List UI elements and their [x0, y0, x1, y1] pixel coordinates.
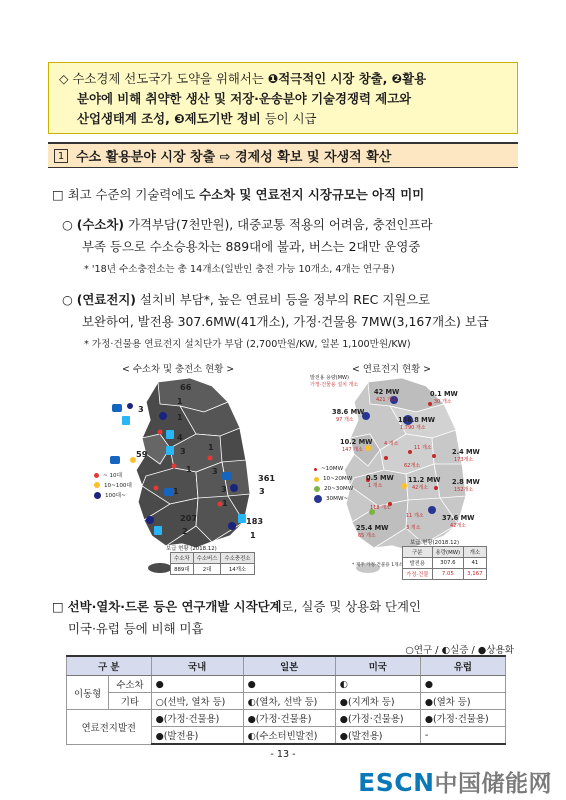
- left-table-title: 보급 현황 (2018.12): [166, 546, 217, 552]
- mw-label: 0.1 MW: [430, 390, 458, 398]
- table-header: 수소차: [171, 553, 194, 564]
- site-count-label: 118 개소: [370, 505, 391, 511]
- row-group-label: 연료전지발전: [67, 710, 152, 745]
- table-cell: ●(발전용): [335, 727, 420, 745]
- summary-text: ◇ 수소경제 선도국가 도약을 위해서는: [59, 71, 268, 86]
- map-label: 1: [222, 498, 228, 508]
- map-label: 1: [208, 442, 214, 452]
- bullet: ○: [62, 292, 77, 307]
- map-label: 3: [259, 486, 265, 496]
- hydrogen-car-text: 가격부담(7천만원), 대중교통 적용의 어려움, 충전인프라: [124, 217, 433, 232]
- fuel-cell-note: * 가정·건물용 연료전지 설치단가 부담 (2,700만원/KW, 일본 1,100만원/KW): [84, 339, 411, 350]
- paragraph-emphasis: 선박·열차·드론 등은 연구개발 시작단계: [67, 599, 282, 614]
- table-row: [67, 693, 506, 710]
- table-cell: -: [420, 727, 505, 745]
- map-label: 3: [138, 404, 144, 414]
- table-header: 수소버스: [193, 553, 221, 564]
- watermark-chinese: 中国储能网: [434, 771, 552, 797]
- paragraph-rnd-stage-line-2: 미국·유럽 등에 비해 미흡: [68, 621, 204, 636]
- table-cell: ◐(수소터빈발전): [243, 727, 335, 745]
- map-label: 1: [177, 396, 183, 406]
- legend-item: [314, 484, 353, 494]
- hydrogen-car-map: [100, 376, 280, 576]
- legend-swatch: [94, 473, 99, 478]
- right-map-caption: < 연료전지 현황 >: [352, 364, 431, 375]
- fuel-cell-line-1: [62, 289, 430, 310]
- summary-box: [48, 62, 518, 134]
- right-map-footnote: * 제주 가정·건물용 1개소: [352, 563, 403, 568]
- site-count-label: 152개소: [454, 487, 474, 493]
- summary-text: 등이 시급: [260, 111, 317, 126]
- site-count-label: 42개소: [412, 485, 429, 491]
- site-count-label: 1 개소: [368, 483, 383, 489]
- map-label: 1: [186, 464, 192, 474]
- legend-swatch: [94, 492, 101, 499]
- legend-swatch: [314, 468, 317, 471]
- bullet: ○: [62, 217, 77, 232]
- table-cell: ◐: [335, 676, 420, 693]
- site-count-label: 3 개소: [406, 525, 421, 531]
- table-row: [67, 676, 506, 693]
- right-map-top-note: 가정·건물용 설치 개소: [310, 382, 359, 388]
- right-supply-table: [402, 546, 487, 580]
- table-cell: 14개소: [221, 564, 254, 575]
- legend-label: ~ 10대: [103, 473, 122, 479]
- table-header: 유럽: [420, 656, 505, 676]
- table-header: 일본: [243, 656, 335, 676]
- mw-label: 25.4 MW: [356, 524, 389, 532]
- legend-swatch: [94, 482, 100, 488]
- fuel-cell-label: (연료전지): [76, 292, 136, 307]
- table-cell: ◐(열차, 선박 등): [243, 693, 335, 710]
- table-row: [67, 710, 506, 727]
- table-cell: ○(선박, 열차 등): [151, 693, 243, 710]
- left-supply-table: [170, 552, 255, 575]
- site-count-label: 97 개소: [336, 417, 354, 423]
- table-header: 구 분: [67, 656, 152, 676]
- map-label: 207: [180, 513, 198, 523]
- left-map-legend: [94, 470, 132, 500]
- legend-label: ~10MW: [321, 466, 344, 472]
- legend-label: 10~100대: [104, 483, 132, 489]
- bullet: □: [52, 599, 68, 614]
- site-count-label: 173개소: [454, 457, 474, 463]
- map-label: 1: [177, 412, 183, 422]
- left-map-caption: < 수소차 및 충전소 현황 >: [122, 364, 235, 375]
- table-cell: ●: [243, 676, 335, 693]
- legend-label: 10~20MW: [323, 476, 353, 482]
- site-count-label: 62개소: [404, 463, 421, 469]
- paragraph-emphasis: 수소차 및 연료전지 시장규모는 아직 미미: [199, 187, 425, 202]
- table-cell: 발전용: [403, 558, 433, 569]
- summary-emphasis: ❶적극적인 시장 창출, ❷활용: [267, 71, 427, 86]
- map-label: 3: [180, 446, 186, 456]
- table-header: 구분: [403, 547, 433, 558]
- legend-swatch: [314, 486, 320, 492]
- section-heading: 수소 활용분야 시장 창출 ⇨ 경제성 확보 및 자생적 확산: [76, 150, 392, 165]
- summary-line-2: [59, 89, 507, 109]
- hydrogen-car-line-1: [62, 214, 432, 235]
- table-cell: 2대: [193, 564, 221, 575]
- map-label: 3: [212, 466, 218, 476]
- map-label: 183: [246, 516, 264, 526]
- row-group-label: 이동형: [67, 676, 109, 710]
- summary-line-3: [59, 109, 507, 129]
- table-header: 개소: [464, 547, 486, 558]
- hydrogen-car-label: (수소차): [76, 217, 124, 232]
- section-title: [48, 142, 518, 168]
- map-label: 3: [221, 484, 227, 494]
- mw-label: 10.2 MW: [340, 438, 373, 446]
- mw-label: 2.8 MW: [452, 478, 480, 486]
- legend-swatch: [314, 477, 319, 482]
- fuel-cell-text: 설치비 부담*, 높은 연료비 등을 정부의 REC 지원으로: [135, 292, 431, 307]
- map-label: 4: [177, 432, 183, 442]
- map-label: 66: [180, 382, 192, 392]
- paragraph-text: □ 최고 수준의 기술력에도: [52, 187, 200, 202]
- site-count-label: 1,790 개소: [400, 425, 426, 431]
- site-count-label: 11 개소: [406, 513, 424, 519]
- status-legend: ○연구 / ◐실증 / ●상용화: [405, 645, 514, 656]
- site-count-label: 147 개소: [342, 447, 363, 453]
- table-cell: 3,167: [464, 569, 486, 580]
- table-cell: ●(지게차 등): [335, 693, 420, 710]
- row-sub-label: 기타: [109, 693, 151, 710]
- table-cell: ●(가정·건물용): [151, 710, 243, 727]
- hydrogen-car-line-2: 부족 등으로 수소승용차는 889대에 불과, 버스는 2대만 운영중: [82, 239, 421, 254]
- table-cell: ●(가정·건물용): [420, 710, 505, 727]
- table-cell: 889대: [171, 564, 194, 575]
- map-label: 361: [258, 473, 276, 483]
- legend-swatch: [314, 495, 322, 503]
- mw-label: 0.5 MW: [366, 474, 394, 482]
- mw-label: 38.6 MW: [332, 408, 365, 416]
- right-table-title: 보급 현황(2018.12): [410, 540, 460, 546]
- summary-line-1: [59, 69, 507, 89]
- right-map-legend: [314, 464, 353, 504]
- table-cell: ●: [151, 676, 243, 693]
- map-label: 59: [136, 449, 148, 459]
- legend-item: [314, 464, 353, 474]
- legend-item: [94, 490, 132, 500]
- fuel-cell-line-2: 보완하여, 발전용 307.6MW(41개소), 가정·건물용 7MW(3,167개소) 보급: [82, 314, 489, 329]
- watermark-latin: ESCN: [358, 768, 435, 797]
- fuel-cell-map: [306, 374, 502, 578]
- table-cell: ●(가정·건물용): [243, 710, 335, 727]
- site-count-label: 42개소: [450, 523, 467, 529]
- paragraph-text: 로, 실증 및 상용화 단계인: [281, 599, 421, 614]
- watermark-logo: [358, 765, 552, 798]
- map-label: 1: [173, 486, 179, 496]
- table-cell: 41: [464, 558, 486, 569]
- summary-emphasis: 산업생태계 조성, ❸제도기반 정비: [77, 111, 261, 126]
- map-label: 2: [182, 526, 188, 536]
- table-cell: ●: [420, 676, 505, 693]
- paragraph-market-size: [52, 184, 424, 205]
- table-cell: ●(가정·건물용): [335, 710, 420, 727]
- table-header-row: [67, 656, 506, 676]
- site-count-label: 11 개소: [414, 445, 432, 451]
- site-count-label: 4 개소: [384, 441, 399, 447]
- table-cell: 7.05: [432, 569, 464, 580]
- legend-item: [314, 474, 353, 484]
- table-cell: ●(열차 등): [420, 693, 505, 710]
- table-cell: 307.6: [432, 558, 464, 569]
- mw-label: 2.4 MW: [452, 448, 480, 456]
- mw-label: 11.2 MW: [408, 476, 441, 484]
- row-sub-label: 수소차: [109, 676, 151, 693]
- mw-label: 42 MW: [374, 388, 400, 396]
- site-count-label: 421 개소: [376, 397, 397, 403]
- table-header: 미국: [335, 656, 420, 676]
- legend-label: 100대~: [105, 493, 126, 499]
- legend-item: [314, 494, 353, 504]
- mw-label: 136.8 MW: [398, 416, 435, 424]
- table-cell: ●(발전용): [151, 727, 243, 745]
- map-label: 1: [250, 530, 256, 540]
- legend-item: [94, 470, 132, 480]
- legend-label: 20~30MW: [324, 486, 354, 492]
- table-cell: 가정·건물: [403, 569, 433, 580]
- legend-item: [94, 480, 132, 490]
- hydrogen-car-note: * '18년 수소충전소는 총 14개소(일반인 충전 가능 10개소, 4개는 연구용): [84, 264, 395, 275]
- table-header: 수소충전소: [221, 553, 254, 564]
- legend-label: 30MW~: [326, 496, 349, 502]
- page-number: - 13 -: [270, 749, 296, 760]
- summary-emphasis: 분야에 비해 취약한 생산 및 저장·운송분야 기술경쟁력 제고와: [77, 91, 412, 106]
- mw-label: 37.6 MW: [442, 514, 475, 522]
- site-count-label: 65 개소: [358, 533, 376, 539]
- site-count-label: 30 개소: [434, 399, 452, 405]
- section-number: 1: [54, 149, 68, 163]
- table-header: 국내: [151, 656, 243, 676]
- table-header: 용량(MW): [432, 547, 464, 558]
- paragraph-rnd-stage: [52, 596, 421, 617]
- right-map-top-note: 발전용 용량(MW): [310, 375, 349, 381]
- technology-status-table: [66, 655, 506, 745]
